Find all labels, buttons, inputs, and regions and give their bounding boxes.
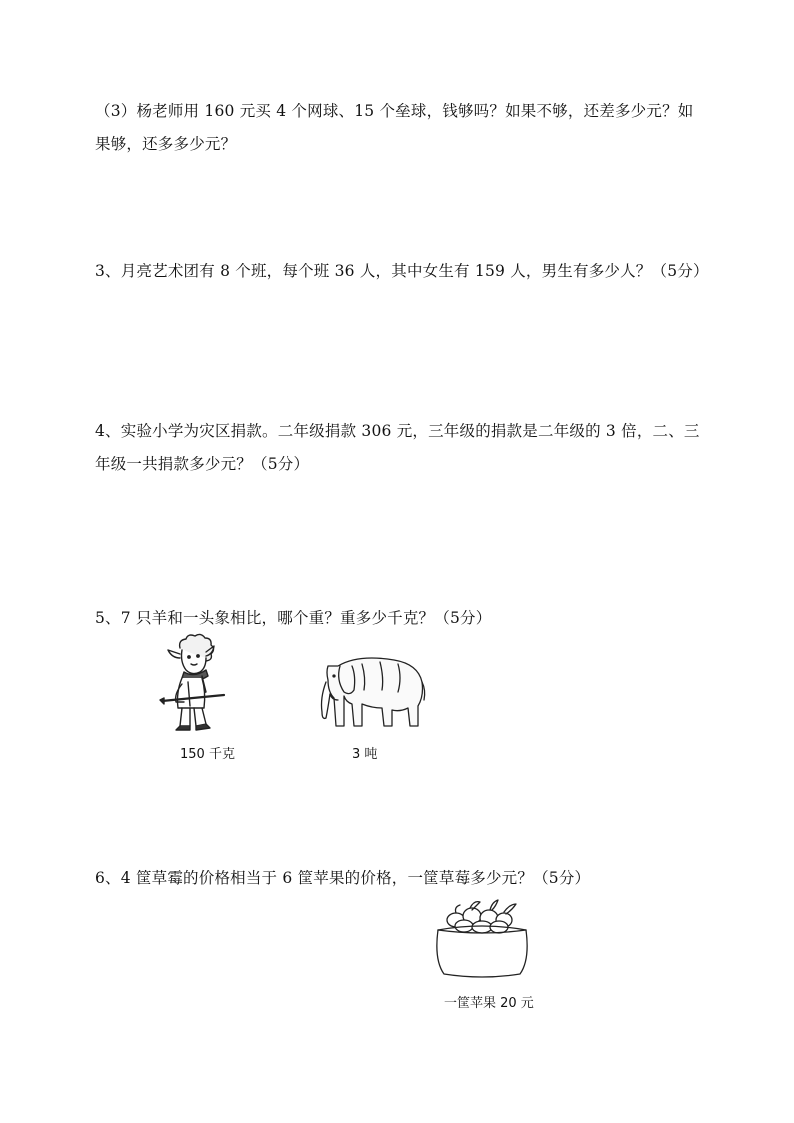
question-5: 5、7 只羊和一头象相比，哪个重？重多少千克？（5分） [95,609,492,627]
apple-basket-icon [434,898,530,980]
apple-basket-price-label: 一筐苹果 20 元 [444,996,534,1011]
elephant-icon [318,652,426,732]
question-4: 4、实验小学为灾区捐款。二年级捐款 306 元，三年级的捐款是二年级的 3 倍，二、三年级一共捐款多少元？（5分） [95,422,700,473]
question-3: 3、月亮艺术团有 8 个班，每个班 36 人，其中女生有 159 人，男生有多少人？（5分） [95,262,709,280]
question-6: 6、4 筐草霉的价格相当于 6 筐苹果的价格，一筐草莓多少元？（5分） [95,869,591,887]
elephant-weight-label: 3 吨 [352,747,378,762]
question-2-part-3: （3）杨老师用 160 元买 4 个网球、15 个垒球，钱够吗？如果不够，还差多少元？如果够，还多多少元？ [95,102,694,153]
sheep-icon [158,634,230,734]
sheep-weight-label: 150 千克 [180,747,235,762]
